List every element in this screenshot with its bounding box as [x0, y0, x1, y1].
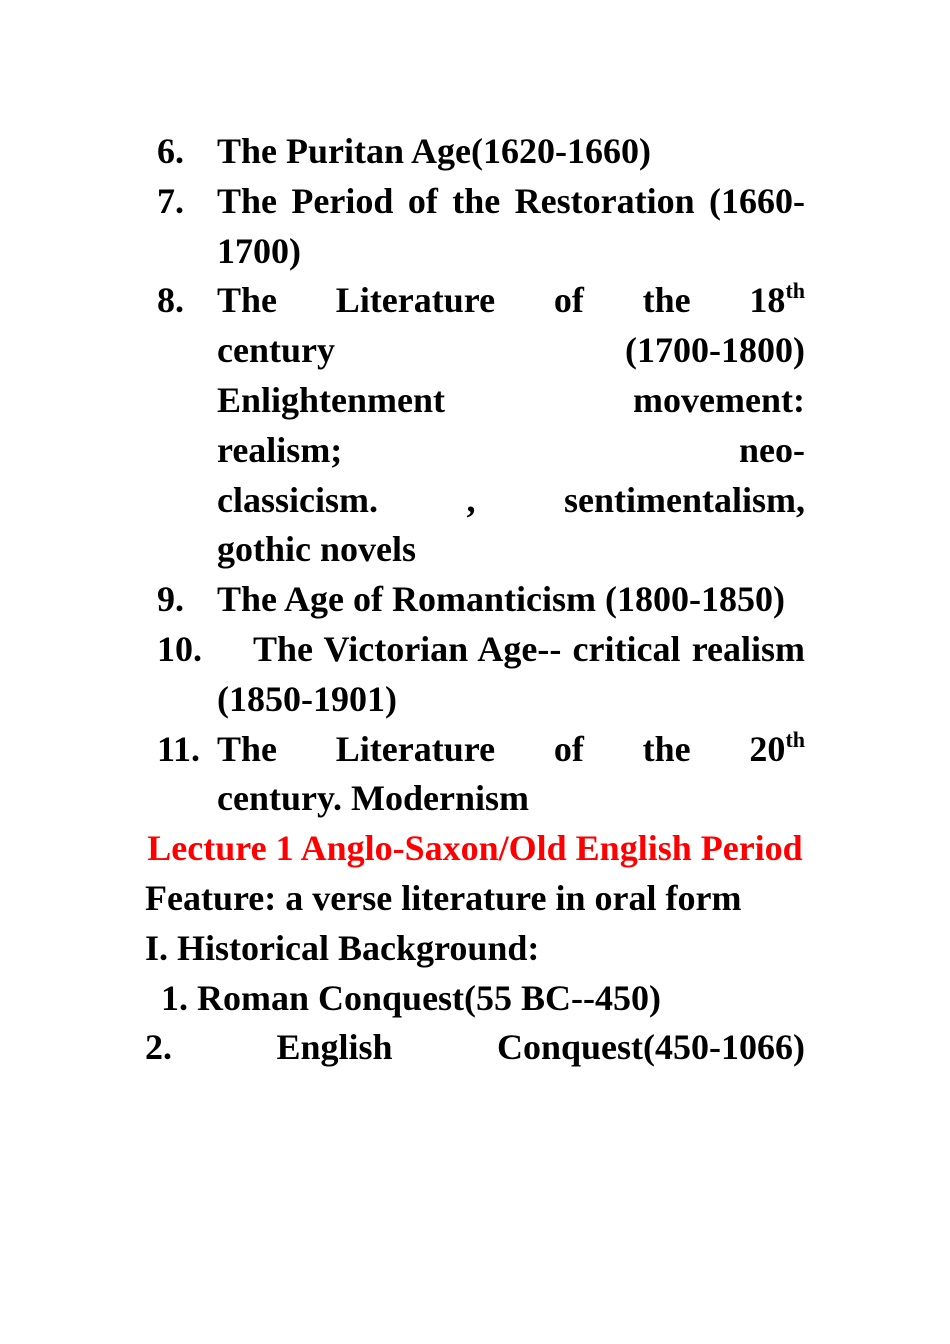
list-item-text: The Literature of the 20 [217, 728, 786, 769]
list-number: 11. [157, 728, 201, 769]
list-number: 10. [157, 628, 202, 669]
superscript: th [785, 278, 805, 304]
list-item-text: The Puritan Age(1620-1660) [217, 131, 651, 171]
list-item-text: The Period of the Restoration (1660-1700) [217, 180, 805, 271]
list-item-line: classicism. , sentimentalism, [217, 479, 805, 520]
list-item-line: century (1700-1800) [217, 330, 805, 371]
list-item-line: Enlightenment movement: [217, 379, 805, 420]
list-item-text: The Literature of the 18 [217, 280, 786, 321]
list-item-text: The Victorian Age-- critical realism (1850-1901) [217, 628, 805, 719]
list-number: 9. [157, 579, 184, 620]
list-number: 7. [157, 180, 184, 221]
feature-paragraph: Feature: a verse literature in oral form [145, 877, 742, 918]
document-content [145, 127, 805, 1073]
list-number: 6. [157, 131, 184, 171]
subsection-roman-conquest: 1. Roman Conquest(55 BC--450) [161, 977, 662, 1018]
subsection-english-conquest: 2. English Conquest(450-1066) [145, 1027, 805, 1068]
list-item-line: century. Modernism [217, 778, 529, 819]
list-item-line [217, 725, 805, 775]
list-item-11 [145, 725, 805, 825]
superscript: th [785, 726, 805, 752]
list-item-8 [145, 276, 805, 575]
list-item-10 [145, 625, 805, 725]
list-item-6 [145, 127, 805, 177]
list-number: 8. [157, 280, 184, 321]
list-item-text: The Age of Romanticism (1800-1850) [217, 579, 785, 620]
section-heading: I. Historical Background: [145, 927, 540, 968]
list-item-7 [145, 177, 805, 277]
lecture-title: Lecture 1 Anglo-Saxon/Old English Period [147, 828, 803, 869]
list-item-line: realism; neo- [217, 429, 805, 470]
list-item-line [217, 276, 805, 326]
list-item-9 [145, 575, 805, 625]
list-item-line: gothic novels [217, 529, 417, 570]
